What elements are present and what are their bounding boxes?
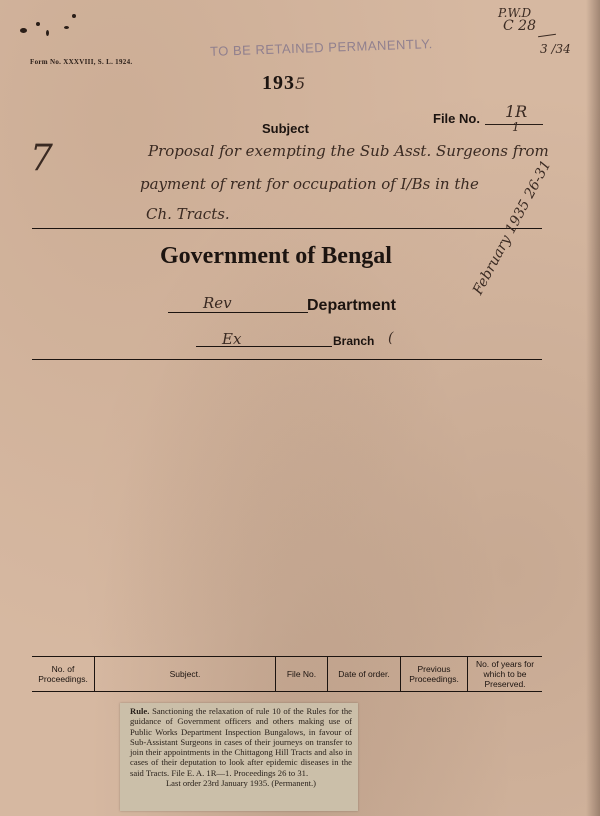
ink-blot <box>36 22 40 26</box>
clipping-lead: Rule. <box>130 706 150 716</box>
file-number: 1R <box>505 102 528 121</box>
margin-note: 7 <box>30 138 53 179</box>
year-printed: 193 <box>262 72 295 94</box>
retention-stamp: TO BE RETAINED PERMANENTLY. <box>209 36 433 59</box>
branch-label: Branch <box>333 334 375 348</box>
branch-line <box>196 346 332 347</box>
col-date-of-order: Date of order. <box>328 657 401 692</box>
corner-note-1: P.W.D <box>498 6 532 20</box>
clipping-last-order: Last order 23rd January 1935. (Permanent.) <box>165 778 317 789</box>
register-table <box>32 656 542 692</box>
department-line <box>168 312 308 313</box>
year <box>262 72 306 95</box>
col-file-no: File No. <box>276 657 328 692</box>
subject-line-3: Ch. Tracts. <box>146 205 230 223</box>
corner-fraction-line <box>538 34 556 37</box>
clipping-file-ref: File E. A. 1R—1. Proceedings 26 to 31. <box>171 767 309 778</box>
ink-blot <box>64 26 69 29</box>
subject-line-1: Proposal for exempting the Sub Asst. Surgeons from <box>148 142 549 160</box>
col-proceedings: No. of Proceedings. <box>32 657 95 692</box>
date-note: February 1935 26-31 <box>470 157 555 298</box>
form-number: Form No. XXXVIII, S. L. 1924. <box>30 58 133 66</box>
branch-mark: ( <box>388 330 394 346</box>
subject-line-2: payment of rent for occupation of I/Bs in the <box>140 175 479 193</box>
year-handwritten: 5 <box>295 74 307 93</box>
ink-blot <box>46 30 49 36</box>
subject-label: Subject <box>262 121 309 136</box>
top-rule <box>32 228 542 229</box>
department-label: Department <box>307 297 396 314</box>
pasted-clipping <box>120 703 358 811</box>
file-number-sub: 1 <box>512 120 520 134</box>
col-years-preserved: No. of years for which to be Preserved. <box>468 657 543 692</box>
page-edge-shadow <box>586 0 600 816</box>
ink-blot <box>72 14 76 18</box>
clipping-body: Sanctioning the relaxation of rule 10 of the Rules for the guidance of Government officers and others making use of Public Works Department Inspection Bungalows, in favour of Sub-Assistant Surgeons in cases of their journeys on transfer to join their appointments in the Chittagong Hill Tracts and also in cases of their deputation to look after epidemic diseases in the said Tracts. <box>130 706 352 778</box>
corner-note-2: C 28 <box>503 18 536 34</box>
branch-value: Ex <box>222 330 242 348</box>
col-subject: Subject. <box>95 657 276 692</box>
ink-blot <box>20 28 27 33</box>
col-previous-proceedings: Previous Proceedings. <box>401 657 468 692</box>
department-value: Rev <box>203 294 232 312</box>
corner-note-3: 3 /34 <box>540 42 571 56</box>
government-title: Government of Bengal <box>160 243 392 269</box>
register-header-row <box>32 657 542 692</box>
file-no-label: File No. <box>433 111 480 126</box>
bottom-rule <box>32 359 542 360</box>
